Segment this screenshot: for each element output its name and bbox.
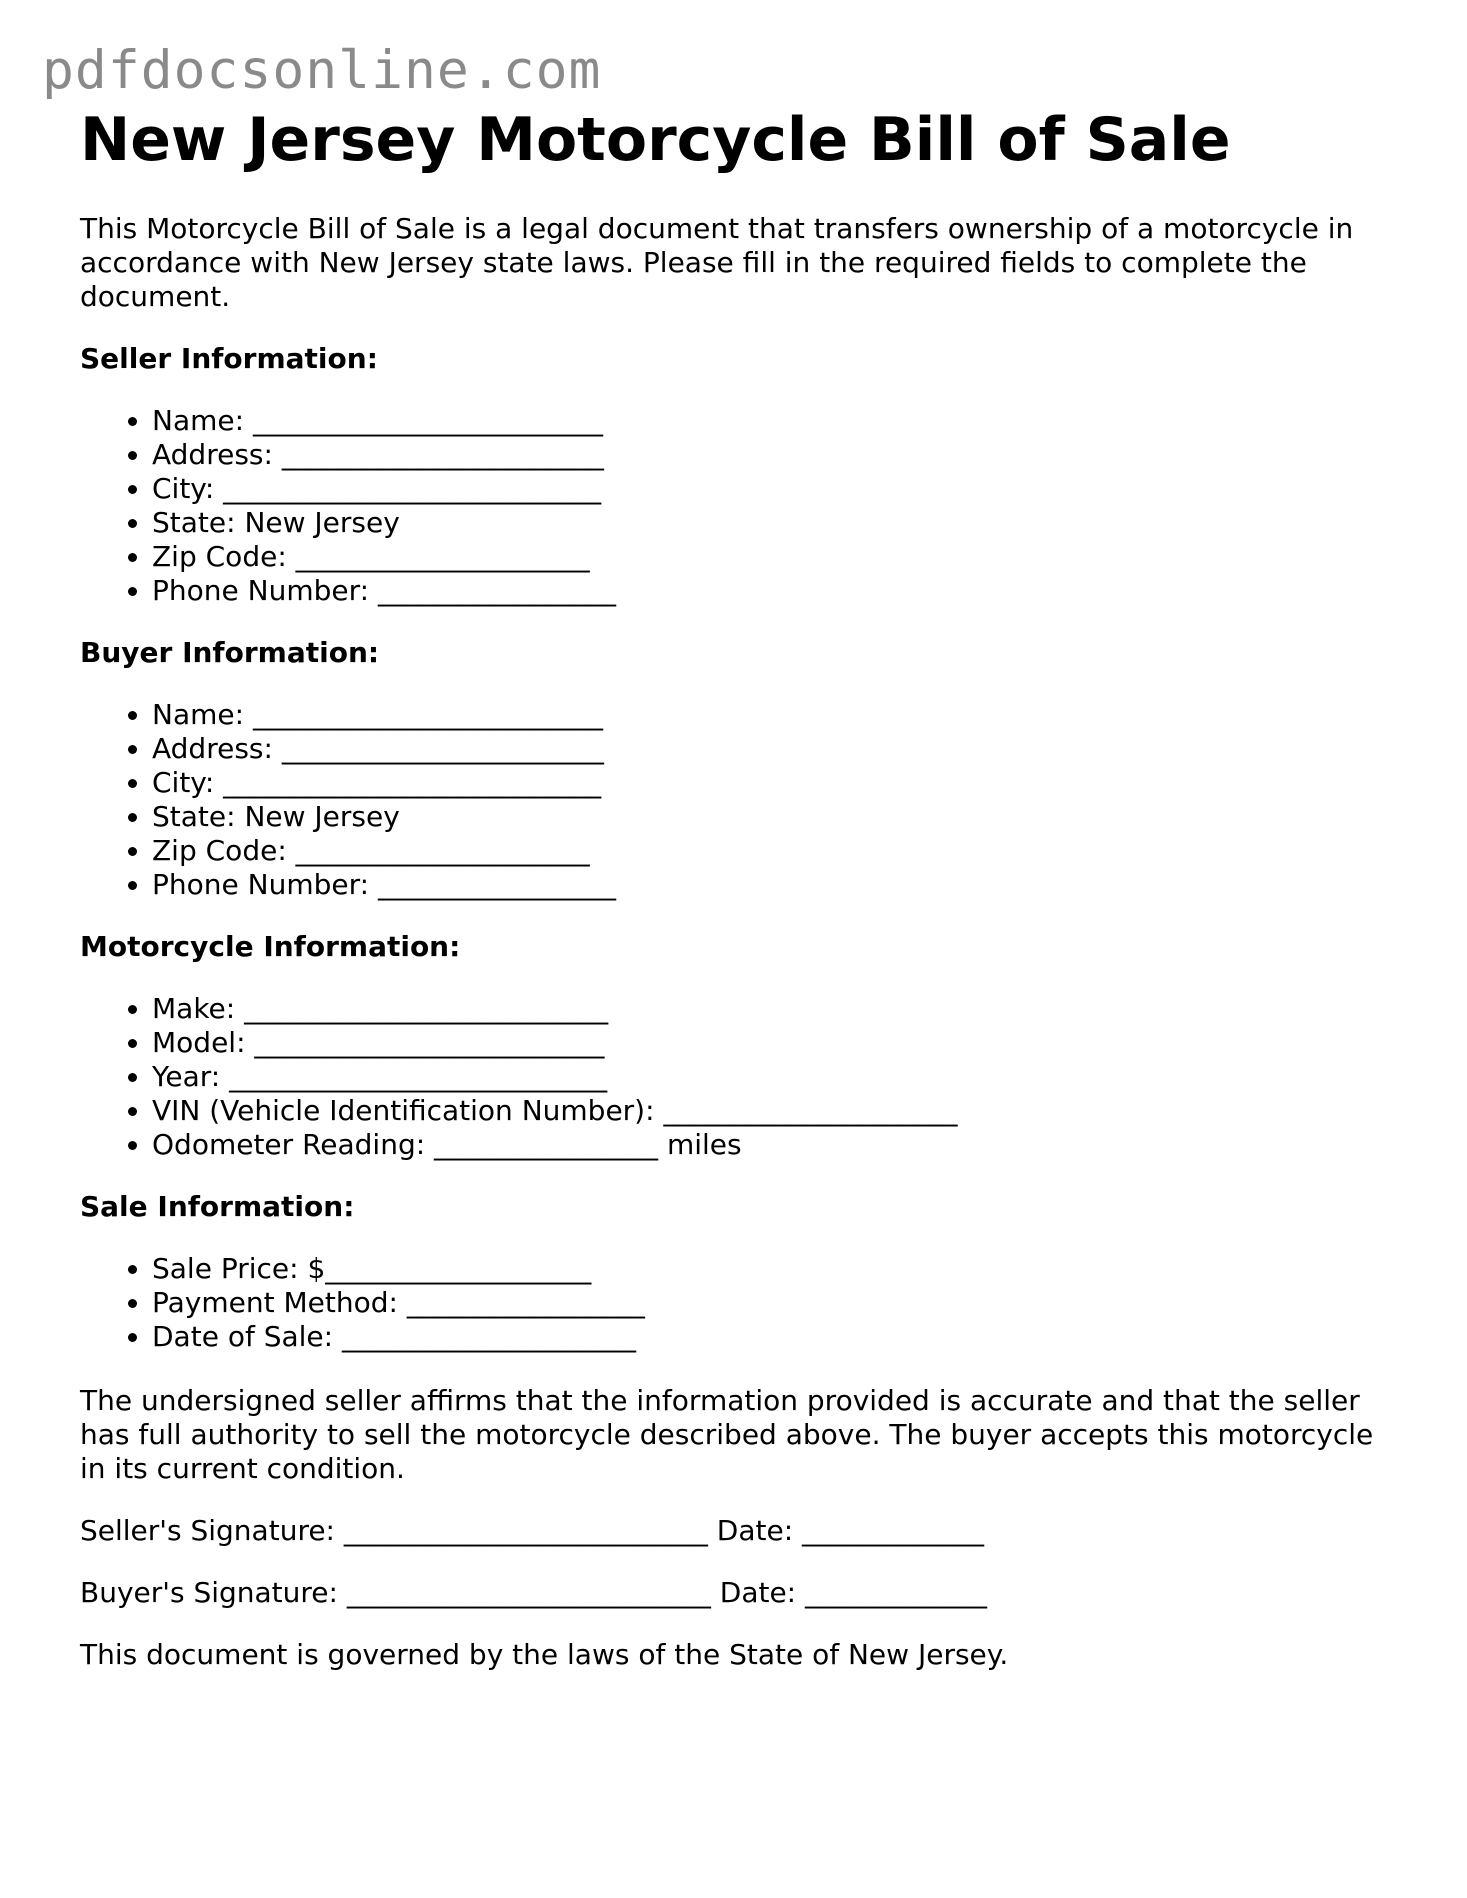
seller-name-field[interactable]: • Name: _________________________ xyxy=(152,404,1400,438)
buyer-phone-field[interactable]: • Phone Number: _________________ xyxy=(152,868,1400,902)
seller-fields xyxy=(80,404,1400,608)
buyer-heading: Buyer Information: xyxy=(80,636,380,669)
buyer-city-field[interactable]: • City: ___________________________ xyxy=(152,766,1400,800)
motorcycle-make-field[interactable]: • Make: __________________________ xyxy=(152,992,1400,1026)
intro-paragraph: This Motorcycle Bill of Sale is a legal document that transfers ownership of a motorcycle in accordance with New Jersey state laws. Please fill in the required fields to complete the document. xyxy=(80,212,1354,313)
watermark: pdfdocsonline.com xyxy=(42,40,602,101)
buyer-signature-line[interactable]: Buyer's Signature: __________________________ Date: _____________ xyxy=(80,1576,988,1609)
seller-city-field[interactable]: • City: ___________________________ xyxy=(152,472,1400,506)
buyer-fields xyxy=(80,698,1400,902)
sale-price-field[interactable]: • Sale Price: $___________________ xyxy=(152,1252,1400,1286)
motorcycle-model-field[interactable]: • Model: _________________________ xyxy=(152,1026,1400,1060)
affirmation-paragraph: The undersigned seller affirms that the information provided is accurate and that the seller has full authority to sell the motorcycle described above. The buyer accepts this motorcycle in its current condition. xyxy=(80,1384,1374,1485)
seller-phone-field[interactable]: • Phone Number: _________________ xyxy=(152,574,1400,608)
governing-law-statement: This document is governed by the laws of the State of New Jersey. xyxy=(80,1638,1009,1671)
sale-heading: Sale Information: xyxy=(80,1190,355,1223)
buyer-address-field[interactable]: • Address: _______________________ xyxy=(152,732,1400,766)
sale-fields xyxy=(80,1252,1400,1354)
seller-address-field[interactable]: • Address: _______________________ xyxy=(152,438,1400,472)
seller-zip-field[interactable]: • Zip Code: _____________________ xyxy=(152,540,1400,574)
motorcycle-fields xyxy=(80,992,1400,1162)
payment-method-field[interactable]: • Payment Method: _________________ xyxy=(152,1286,1400,1320)
motorcycle-heading: Motorcycle Information: xyxy=(80,930,461,963)
buyer-name-field[interactable]: • Name: _________________________ xyxy=(152,698,1400,732)
document-body xyxy=(80,104,1400,1672)
buyer-state-field: • State: New Jersey xyxy=(152,800,1400,834)
seller-heading: Seller Information: xyxy=(80,342,378,375)
motorcycle-odometer-field[interactable]: • Odometer Reading: ________________ miles xyxy=(152,1128,1400,1162)
motorcycle-vin-field[interactable]: • VIN (Vehicle Identification Number): _____________________ xyxy=(152,1094,1400,1128)
buyer-zip-field[interactable]: • Zip Code: _____________________ xyxy=(152,834,1400,868)
date-of-sale-field[interactable]: • Date of Sale: _____________________ xyxy=(152,1320,1400,1354)
seller-signature-line[interactable]: Seller's Signature: __________________________ Date: _____________ xyxy=(80,1514,985,1547)
page-title: New Jersey Motorcycle Bill of Sale xyxy=(80,105,1231,175)
seller-state-field: • State: New Jersey xyxy=(152,506,1400,540)
motorcycle-year-field[interactable]: • Year: ___________________________ xyxy=(152,1060,1400,1094)
